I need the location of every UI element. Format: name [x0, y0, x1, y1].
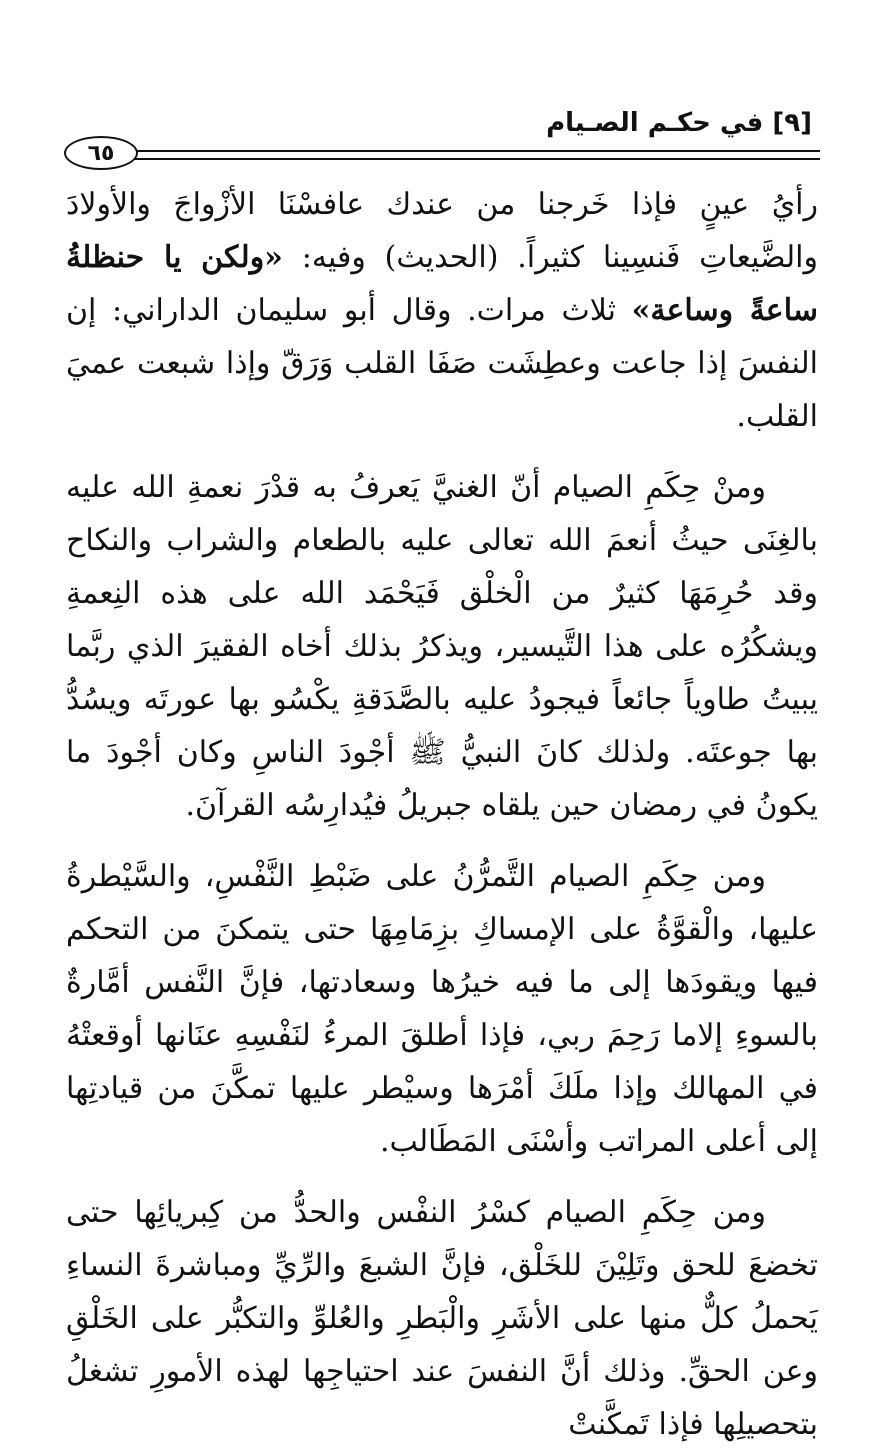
body-text	[66, 178, 818, 1451]
paragraph-text: ومنْ حِكَمِ الصيام أنّ الغنيَّ يَعرفُ به قدْرَ نعمةِ الله عليه بالغِنَى حيثُ أنعمَ الله تعالى عليه بالطعام والشراب والنكاح وقد حُرِمَهَا كثيرٌ من الْخلْق فَيَحْمَد الله على هذه النِعمةِ ويشكُرُه على هذا التَّيسير، ويذكرُ بذلك أخاه الفقيرَ الذي ربَّما يبيتُ طاوياً جائعاً فيجودُ عليه بالصَّدَقةِ يكْسُو بها عورتَه ويسُدُّ بها جوعتَه. ولذلك كانَ النبيُّ ﷺ أجْودَ الناسِ وكان أجْودَ ما يكونُ في رمضان حين يلقاه جبريلُ فيُدارِسُه القرآنَ.	[66, 470, 818, 823]
paragraph-text: رأيُ عينٍ فإذا خَرجنا من عندك عافسْنَا الأزْواجَ والأولادَ والضَّيعاتِ فَنسِينا كثيراً. (الحديث) وفيه:	[66, 187, 818, 275]
paragraph-text: ومن حِكَمِ الصيام التَّمرُّنُ على ضَبْطِ النَّفْسِ، والسَّيْطرةُ عليها، والْقوَّةُ على الإمساكِ بزِمَامِهَا حتى يتمكنَ من التحكم فيها ويقودَها إلى ما فيه خيرُها وسعادتها، فإنَّ النَّفس أمَّارةٌ بالسوءِ إلاما رَحِمَ ربي، فإذا أطلقَ المرءُ لنَفْسِهِ عنَانها أوقعتْهُ في المهالك وإذا ملَكَ أمْرَها وسيْطر عليها تمكَّنَ من قيادتِها إلى أعلى المراتب وأسْنَى المَطَالب.	[66, 859, 819, 1159]
header-rule-bottom	[120, 158, 820, 160]
header-rule-top	[120, 150, 820, 152]
paragraph-3	[66, 850, 818, 1168]
page-header	[64, 108, 820, 168]
page-number-badge: ٦٥	[64, 136, 138, 170]
paragraph-text: ثلاث مرات. وقال أبو سليمان الداراني: إن النفسَ إذا جاعت وعطِشَت صَفَا القلب وَرَقّ وإذا شبعت عميَ القلب.	[66, 293, 818, 434]
hadith-quote: «ولكن يا حنظلةُ ساعةً وساعة»	[66, 240, 818, 328]
chapter-title: [٩] في حكـم الصـيام	[546, 108, 812, 138]
paragraph-2	[66, 461, 818, 832]
paragraph-4	[66, 1186, 818, 1451]
paragraph-text: ومن حِكَمِ الصيام كسْرُ النفْس والحدُّ من كِبريائِها حتى تخضعَ للحق وتَلِيْنَ للخَلْق، فإنَّ الشبعَ والرِّيِّ ومباشرةَ النساءِ يَحملُ كلٌّ منها على الأشَرِ والْبَطرِ والعُلوِّ والتكبُّر على الخَلْقِ وعن الحقِّ. وذلك أنَّ النفسَ عند احتياجِها لهذه الأمورِ تشغلُ بتحصيلِها فإذا تَمكَّنتْ	[66, 1195, 818, 1442]
paragraph-1	[66, 178, 818, 443]
